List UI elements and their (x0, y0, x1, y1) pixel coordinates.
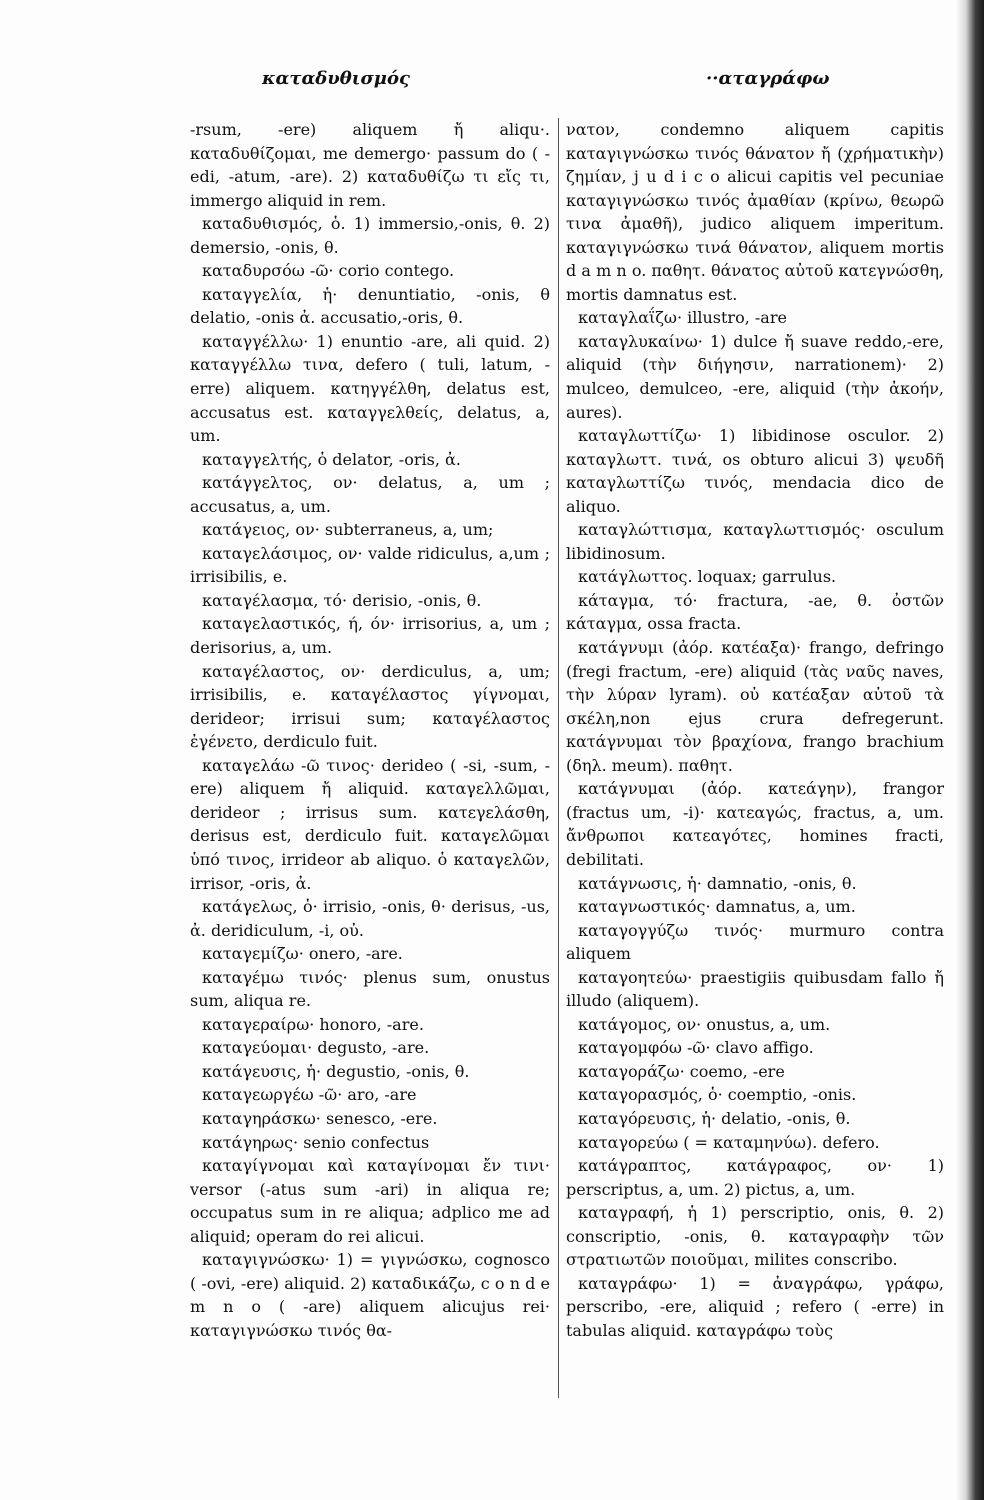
entry: καταγοράζω· coemo, -ere (578, 1061, 785, 1081)
entry: καταγλυκαίνω· 1) dulce ἤ suave reddo,-ere, aliquid (τὴν διήγησιν, narrationem)· 2) mulceo, demulceo, -ere, aliquid (τὴν ἀκοήν, aures). (566, 331, 944, 422)
entry: καταγγέλλω· 1) enuntio -are, ali quid. 2) καταγγέλλω τινα, defero ( tuli, latum, -erre) aliquem. κατηγγέλθη, delatus est, accusatus est. καταγγελθείς, delatus, a, um. (190, 331, 550, 446)
column-divider (558, 118, 559, 1398)
entry: καταγνωστικός· damnatus, a, um. (578, 897, 856, 917)
entry: καταγιγνώσκω· 1) = γιγνώσκω, cognosco ( -ovi, -ere) aliquid. 2) καταδικάζω, c o n d e m n o ( -are) aliquem alicujus rei· καταγιγνώσκω τινός θα- (190, 1250, 550, 1340)
right-column (566, 118, 944, 1342)
book-spine-shadow (956, 0, 984, 1500)
entry: καταγοητεύω· praestigiis quibusdam fallo ἤ illudo (aliquem). (566, 967, 944, 1011)
entry: καταγογγύζω τινός· murmuro contra aliquem (566, 920, 944, 964)
entry: καταγελαστικός, ή, όν· irrisorius, a, um ; derisorius, a, um. (190, 614, 550, 658)
entry: καταγέλαστος, ον· derdiculus, a, um; irrisibilis, e. καταγέλαστος γίγνομαι, derideor; irrisui sum; καταγέλαστος ἐγένετο, derdiculo fuit. (190, 661, 550, 752)
entry: κατάγνυμαι (ἀόρ. κατεάγην), frangor (fractus um, -i)· κατεαγώς, fractus, a, um. ἄνθρωποι κατεαγότες, homines fracti, debilitati. (566, 779, 944, 869)
entry: κατάγγελτος, ον· delatus, a, um ; accusatus, a, um. (190, 473, 550, 516)
entry: καταγελάσιμος, ον· valde ridiculus, a,um ; irrisibilis, e. (190, 543, 550, 587)
entry: κατάγνυμι (ἀόρ. κατέαξα)· frango, defringo (fregi fractum, -ere) aliquid (τὰς ναῦς naves, τὴν λύραν lyram). οὐ κατέαξαν αὐτοῦ τὰ σκέλη,non ejus crura defregerunt. κατάγνυμαι τὸν βραχίονα, frango brachium (δηλ. meum). παθητ. (566, 638, 944, 775)
entry: κατάγραπτος, κατάγραφος, ον· 1) perscriptus, a, um. 2) pictus, a, um. (566, 1156, 944, 1199)
entry: κατάγειος, ον· subterraneus, a, um; (202, 520, 494, 540)
entry: κατάγνωσις, ἡ· damnatio, -onis, θ. (578, 873, 857, 893)
entry: καταγορασμός, ὁ· coemptio, -onis. (578, 1085, 857, 1105)
entry: καταγηράσκω· senesco, -ere. (202, 1108, 438, 1128)
entry: κατάγευσις, ἡ· degustio, -onis, θ. (202, 1061, 470, 1081)
entry: καταγέλασμα, τό· derisio, -onis, θ. (202, 590, 482, 610)
entry: καταγεωργέω -ῶ· aro, -are (202, 1085, 417, 1105)
entry: καταγορεύω ( = καταμηνύω). defero. (578, 1132, 880, 1152)
entry: καταγόρευσις, ἡ· delatio, -onis, θ. (578, 1108, 851, 1128)
entry: καταγεραίρω· honoro, -are. (202, 1014, 424, 1034)
entry: καταγραφή, ἡ 1) perscriptio, onis, θ. 2) conscriptio, -onis, θ. καταγραφὴν τῶν στρατιωτῶν ποιοῦμαι, milites conscribo. (566, 1203, 944, 1270)
running-header-right: ··αταγράφω (706, 68, 830, 89)
running-header-left: καταδυθισμός (262, 68, 410, 89)
entry: καταγέμω τινός· plenus sum, onustus sum, aliqua re. (190, 967, 550, 1011)
entry: κατάγηρως· senio confectus (202, 1132, 430, 1152)
entry: κατάγομος, ον· onustus, a, um. (578, 1014, 831, 1034)
entry: καταγίγνομαι καὶ καταγίνομαι ἔν τινι· versor (-atus sum -ari) in aliqua re; occupatus sum in re aliqua; adplico me ad aliquid; operam do rei alicui. (190, 1156, 550, 1246)
entry: καταγλαΐζω· illustro, -are (578, 308, 787, 328)
entry: καταγράφω· 1) = ἀναγράφω, γράφω, perscribo, -ere, aliquid ; refero ( -erre) in tabulas aliquid. καταγράφω τοὺς (566, 1273, 944, 1340)
entry: -rsum, -ere) aliquem ἤ aliqu·. καταδυθίζομαι, me demergo· passum do ( -edi, -atum, -are). 2) καταδυθίζω τι εἴς τι, immergo aliquid in rem. (190, 120, 550, 210)
entry: καταγγελία, ἡ· denuntiatio, -onis, θ delatio, -onis ἀ. accusatio,-oris, θ. (190, 284, 550, 328)
entry: καταγγελτής, ὁ delator, -oris, ἀ. (202, 449, 461, 469)
entry: καταγλώττισμα, καταγλωττισμός· osculum libidinosum. (566, 520, 944, 563)
entry: καταδυθισμός, ὁ. 1) immersio,-onis, θ. 2) demersio, -onis, θ. (190, 214, 550, 257)
entry: καταγεμίζω· onero, -are. (202, 944, 403, 964)
entry: κάταγμα, τό· fractura, -ae, θ. ὀστῶν κάταγμα, ossa fracta. (566, 590, 944, 634)
entry: καταδυρσόω -ῶ· corio contego. (202, 261, 455, 281)
entry: καταγλωττίζω· 1) libidinose osculor. 2) καταγλωττ. τινά, os obturo alicui 3) ψευδῆ καταγλωττίζω τινός, mendacia dico de aliquo. (566, 426, 944, 516)
left-column (190, 118, 550, 1342)
entry: κατάγλωττος. loquax; garrulus. (578, 567, 837, 587)
entry: κατάγελως, ὁ· irrisio, -onis, θ· derisus, -us, ἀ. deridiculum, -i, οὐ. (190, 897, 550, 940)
entry: καταγελάω -ῶ τινος· derideo ( -si, -sum, -ere) aliquem ἤ aliquid. καταγελλῶμαι, derideor ; irrisus sum. κατεγελάσθη, derisus est, derdiculo fuit. καταγελῶμαι ὑπό τινος, irrideor ab aliquo. ὁ καταγελῶν, irrisor, -oris, ἀ. (190, 755, 550, 893)
entry: καταγεύομαι· degusto, -are. (202, 1038, 430, 1058)
entry: καταγομφόω -ῶ· clavo affigo. (578, 1038, 814, 1058)
entry: νατον, condemno aliquem capitis καταγιγνώσκω τινός θάνατον ἤ (χρήματικὴν) ζημίαν, j u d i c o alicui capitis vel pecuniae καταγιγνώσκω τινός ἀμαθίαν (κρίνω, θεωρῶ τινα ἀμαθῆ), judico aliquem imperitum. καταγιγνώσκω τινά θάνατον, aliquem mortis d a m n o. παθητ. θάνατος αὐτοῦ κατεγνώσθη, mortis damnatus est. (566, 120, 944, 304)
